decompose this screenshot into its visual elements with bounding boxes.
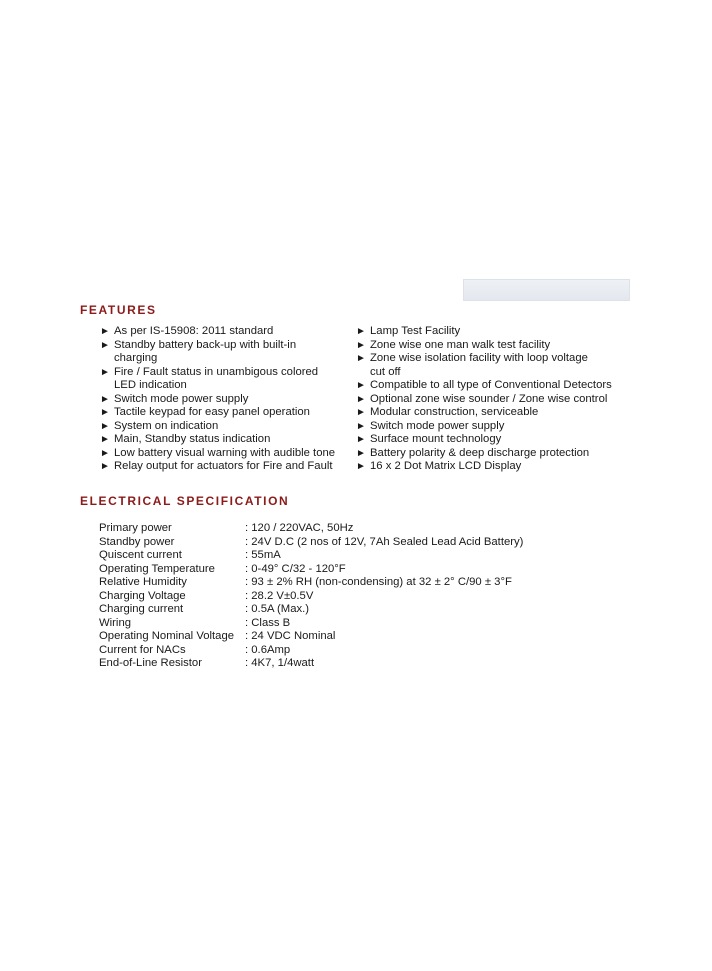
bullet-arrow-icon: ► xyxy=(356,326,366,337)
spec-row xyxy=(99,563,523,577)
spec-label: Charging current xyxy=(99,603,184,615)
feature-item xyxy=(356,420,646,434)
feature-text: Zone wise one man walk test facility xyxy=(370,338,551,351)
bullet-arrow-icon: ► xyxy=(100,393,110,405)
image-placeholder xyxy=(463,279,630,301)
feature-item xyxy=(356,379,646,393)
feature-text: Fire / Fault status in unambigous colored xyxy=(114,365,319,378)
spec-row xyxy=(99,657,523,671)
feature-text: Compatible to all type of Conventional Detectors xyxy=(370,379,612,391)
feature-item xyxy=(356,447,646,461)
bullet-arrow-icon: ► xyxy=(100,447,110,459)
feature-item xyxy=(100,339,360,353)
electrical-spec-table xyxy=(99,522,523,671)
spec-label: Current for NACs xyxy=(99,643,186,656)
spec-value: : 55mA xyxy=(245,549,281,561)
bullet-arrow-icon: ► xyxy=(100,461,110,472)
feature-text: Switch mode power supply xyxy=(370,419,505,432)
feature-text: 16 x 2 Dot Matrix LCD Display xyxy=(370,460,522,472)
bullet-arrow-icon: ► xyxy=(100,366,110,378)
feature-item xyxy=(100,393,360,407)
feature-text: Optional zone wise sounder / Zone wise control xyxy=(370,392,608,405)
bullet-arrow-icon: ► xyxy=(100,326,110,337)
feature-text: Low battery visual warning with audible tone xyxy=(114,446,336,459)
bullet-arrow-icon: ► xyxy=(356,434,366,445)
spec-label: Operating Temperature xyxy=(99,562,215,575)
feature-item xyxy=(100,460,360,474)
feature-text: Main, Standby status indication xyxy=(114,433,271,445)
bullet-arrow-icon: ► xyxy=(356,420,366,432)
bullet-arrow-icon: ► xyxy=(356,339,366,351)
feature-text-continuation: cut off xyxy=(370,365,401,378)
electrical-spec-heading: ELECTRICAL SPECIFICATION xyxy=(80,494,290,508)
feature-item xyxy=(356,339,646,353)
feature-item xyxy=(100,433,360,447)
feature-item xyxy=(356,393,646,407)
feature-text-continuation: charging xyxy=(114,352,158,364)
spec-row xyxy=(99,630,523,644)
bullet-arrow-icon: ► xyxy=(356,461,366,472)
spec-row xyxy=(99,590,523,604)
feature-item xyxy=(100,406,360,420)
spec-label: Primary power xyxy=(99,522,172,534)
spec-row xyxy=(99,617,523,631)
spec-label: Charging Voltage xyxy=(99,589,186,602)
feature-text: As per IS-15908: 2011 standard xyxy=(114,325,274,337)
spec-label: Operating Nominal Voltage xyxy=(99,630,235,642)
bullet-arrow-icon: ► xyxy=(356,380,366,391)
spec-label: Relative Humidity xyxy=(99,576,187,588)
spec-value: : 0-49° C/32 - 120°F xyxy=(245,562,346,575)
features-heading: FEATURES xyxy=(80,303,157,317)
spec-row xyxy=(99,536,523,550)
feature-item xyxy=(356,460,646,474)
bullet-arrow-icon: ► xyxy=(356,353,366,364)
bullet-arrow-icon: ► xyxy=(100,407,110,418)
spec-value: : 93 ± 2% RH (non-condensing) at 32 ± 2° C/90 ± 3°F xyxy=(245,576,512,588)
feature-text: Standby battery back-up with built-in xyxy=(114,338,297,351)
spec-row xyxy=(99,644,523,658)
spec-value: : 28.2 V±0.5V xyxy=(245,589,314,602)
bullet-arrow-icon: ► xyxy=(100,434,110,445)
spec-row xyxy=(99,603,523,617)
features-list-left xyxy=(100,325,360,474)
spec-value: : 0.5A (Max.) xyxy=(245,603,310,615)
feature-text: Relay output for actuators for Fire and Fault xyxy=(114,460,333,472)
feature-item xyxy=(100,420,360,434)
spec-value: : Class B xyxy=(245,616,291,629)
feature-text: Lamp Test Facility xyxy=(370,325,461,337)
spec-value: : 24 VDC Nominal xyxy=(245,630,336,642)
feature-text: Tactile keypad for easy panel operation xyxy=(114,406,310,418)
spec-row xyxy=(99,576,523,590)
feature-text: Zone wise isolation facility with loop voltage xyxy=(370,352,588,364)
bullet-arrow-icon: ► xyxy=(356,393,366,405)
feature-item xyxy=(356,433,646,447)
features-list-right xyxy=(356,325,646,474)
spec-label: Quiscent current xyxy=(99,549,182,561)
feature-item xyxy=(100,325,360,339)
spec-value: : 24V D.C (2 nos of 12V, 7Ah Sealed Lead Acid Battery) xyxy=(245,535,524,548)
feature-item xyxy=(356,406,646,420)
spec-row xyxy=(99,549,523,563)
bullet-arrow-icon: ► xyxy=(356,407,366,418)
spec-label: Standby power xyxy=(99,535,175,548)
feature-text: Switch mode power supply xyxy=(114,392,249,405)
bullet-arrow-icon: ► xyxy=(100,339,110,351)
spec-label: Wiring xyxy=(99,616,132,629)
feature-item xyxy=(100,447,360,461)
bullet-arrow-icon: ► xyxy=(100,420,110,432)
feature-text: Battery polarity & deep discharge protection xyxy=(370,446,590,459)
feature-text: Surface mount technology xyxy=(370,433,502,445)
bullet-arrow-icon: ► xyxy=(356,447,366,459)
feature-item xyxy=(356,325,646,339)
feature-item xyxy=(356,352,646,366)
spec-row xyxy=(99,522,523,536)
spec-value: : 4K7, 1/4watt xyxy=(245,657,315,669)
feature-text-continuation: LED indication xyxy=(114,379,187,391)
feature-item xyxy=(100,366,360,380)
spec-value: : 120 / 220VAC, 50Hz xyxy=(245,522,354,534)
spec-label: End-of-Line Resistor xyxy=(99,657,202,669)
feature-text: System on indication xyxy=(114,419,219,432)
spec-value: : 0.6Amp xyxy=(245,643,291,656)
feature-text: Modular construction, serviceable xyxy=(370,406,539,418)
